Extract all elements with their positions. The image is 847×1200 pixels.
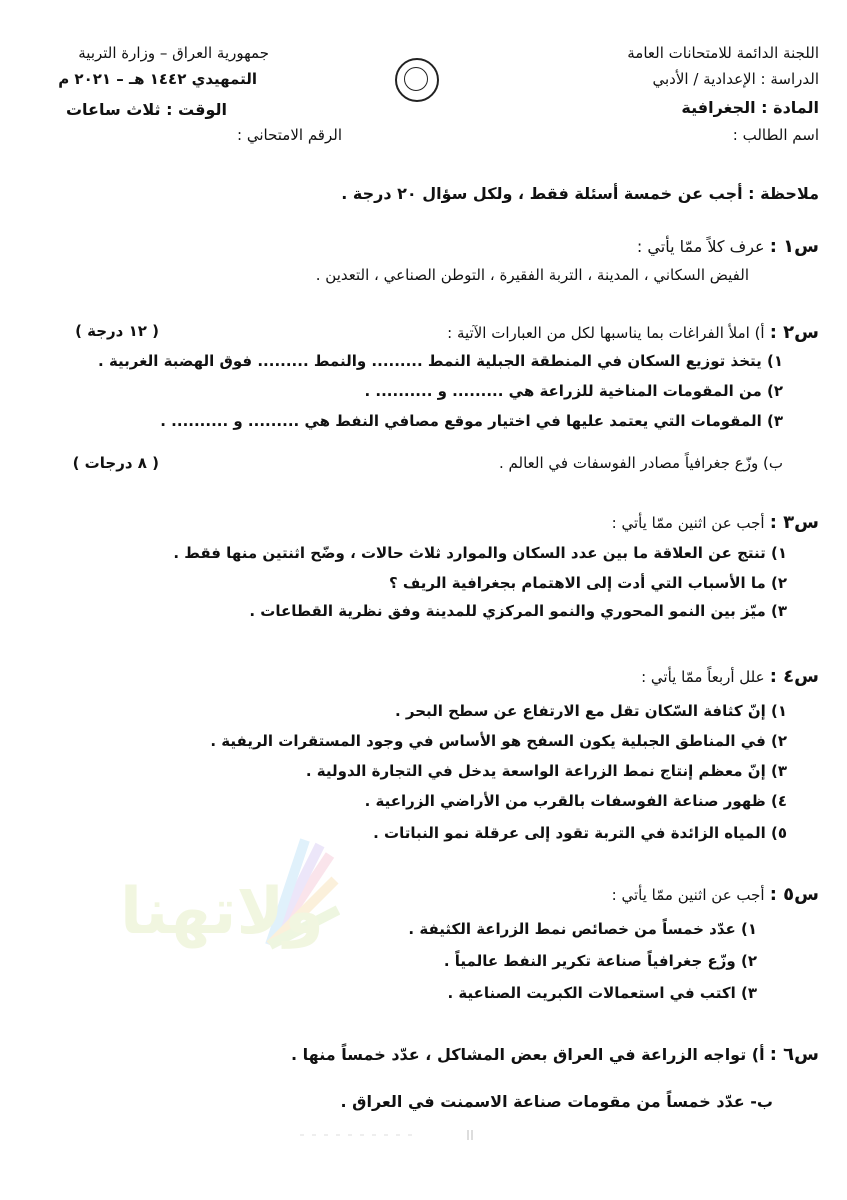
question-3-item-3: ٣) ميّز بين النمو المحوري والنمو المركزي للمدينة وفق نظرية القطاعات .: [249, 602, 787, 620]
question-2-item-2: ٢) من المقومات المناخية للزراعة هي ......... و .......... .: [364, 382, 783, 400]
question-4-item-5: ٥) المياه الزائدة في التربة تقود إلى عرقلة نمو النباتات .: [373, 824, 787, 842]
question-2-part-b: ب) وزّع جغرافياً مصادر الفوسفات في العالم .: [498, 454, 783, 472]
question-3-number: س٣ :: [769, 512, 819, 533]
question-4: [641, 666, 819, 687]
question-4-item-1: ١) إنّ كثافة السّكان تقل مع الارتفاع عن سطح البحر .: [394, 702, 787, 720]
scan-artifact: [300, 1128, 560, 1142]
question-3-item-2: ٢) ما الأسباب التي أدت إلى الاهتمام بجغرافية الريف ؟: [389, 574, 787, 592]
question-1-prompt: عرف كلاً ممّا يأتي :: [636, 237, 765, 256]
question-2: [447, 322, 819, 343]
question-1-terms: الفيض السكاني ، المدينة ، التربة الفقيرة ، التوطن الصناعي ، التعدين .: [315, 266, 749, 284]
question-6: [291, 1044, 819, 1065]
watermark-text: ولاتهنا: [120, 875, 324, 949]
instructions-note: ملاحظة : أجب عن خمسة أسئلة فقط ، ولكل سؤال ٢٠ درجة .: [341, 184, 819, 203]
question-4-item-3: ٣) إنّ معظم إنتاج نمط الزراعة الواسعة يدخل في التجارة الدولية .: [305, 762, 787, 780]
question-2-item-1: ١) يتخذ توزيع السكان في المنطقة الجبلية النمط ......... والنمط ......... فوق الهضبة الغربية .: [98, 352, 783, 370]
question-4-item-4: ٤) ظهور صناعة الفوسفات بالقرب من الأراضي الزراعية .: [364, 792, 787, 810]
exam-session: التمهيدي ١٤٤٢ هـ – ٢٠٢١ م: [58, 70, 257, 88]
question-4-number: س٤ :: [769, 666, 819, 687]
question-6-part-a: أ) تواجه الزراعة في العراق بعض المشاكل ، عدّد خمساً منها .: [291, 1045, 765, 1064]
question-4-item-2: ٢) في المناطق الجبلية يكون السفح هو الأساس في وجود المستقرات الريفية .: [210, 732, 787, 750]
question-5-prompt: أجب عن اثنين ممّا يأتي :: [611, 886, 765, 904]
study-level: الدراسة : الإعدادية / الأدبي: [652, 70, 819, 88]
question-2-item-3: ٣) المقومات التي يعتمد عليها في اختيار موقع مصافي النفط هي ......... و .......... .: [160, 412, 783, 430]
exam-time: الوقت : ثلاث ساعات: [65, 100, 227, 119]
question-5-item-3: ٣) اكتب في استعمالات الكبريت الصناعية .: [447, 984, 757, 1002]
exam-number-label: الرقم الامتحاني :: [237, 126, 342, 144]
question-4-prompt: علل أربعاً ممّا يأتي :: [641, 668, 765, 686]
committee-title: اللجنة الدائمة للامتحانات العامة: [627, 44, 819, 62]
question-2-number: س٢ :: [769, 322, 819, 343]
question-1-number: س١ :: [769, 236, 819, 257]
question-2-marks-a: ( ١٢ درجة ): [75, 322, 159, 340]
question-1: [637, 236, 819, 257]
question-5: [612, 884, 819, 905]
iraq-seal-icon: [395, 58, 439, 102]
question-5-item-2: ٢) وزّع جغرافياً صناعة تكرير النفط عالمياً .: [443, 952, 757, 970]
question-3-item-1: ١) تنتج عن العلاقة ما بين عدد السكان والموارد ثلاث حالات ، وضّح اثنتين منها فقط .: [173, 544, 787, 562]
question-2-part-a: أ) املأ الفراغات بما يناسبها لكل من العبارات الآتية :: [447, 324, 765, 342]
subject-label: المادة : الجغرافية: [681, 98, 819, 117]
student-name-label: اسم الطالب :: [732, 126, 819, 144]
question-3-prompt: أجب عن اثنين ممّا يأتي :: [611, 514, 765, 532]
question-5-number: س٥ :: [769, 884, 819, 905]
question-3: [612, 512, 819, 533]
watermark-logo: [120, 835, 340, 985]
question-6-part-b: ب- عدّد خمساً من مقومات صناعة الاسمنت في العراق .: [340, 1092, 773, 1111]
question-5-item-1: ١) عدّد خمساً من خصائص نمط الزراعة الكثيفة .: [408, 920, 757, 938]
question-6-number: س٦ :: [769, 1044, 819, 1065]
question-2-marks-b: ( ٨ درجات ): [72, 454, 159, 472]
ministry-title: جمهورية العراق – وزارة التربية: [78, 44, 269, 62]
